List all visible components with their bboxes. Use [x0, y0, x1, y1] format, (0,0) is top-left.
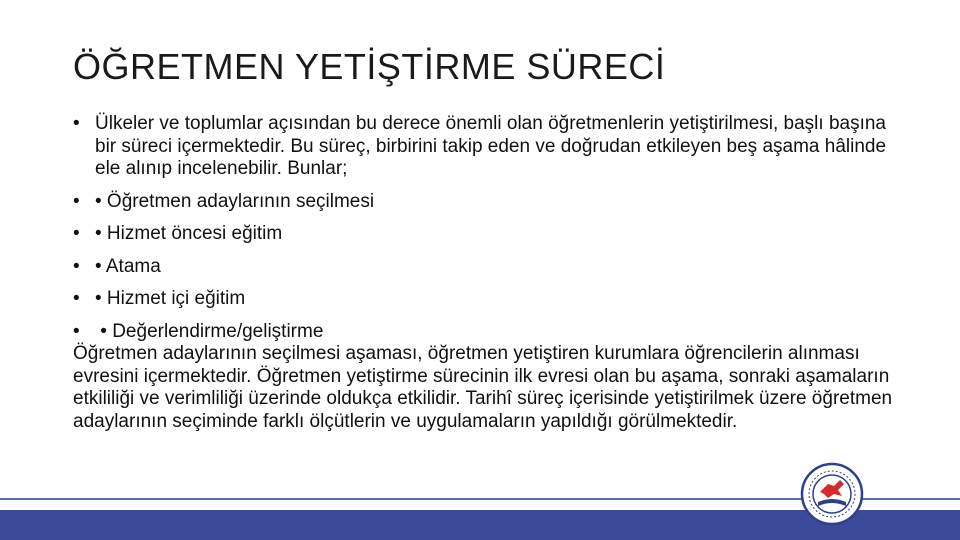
slide-title: ÖĞRETMEN YETİŞTİRME SÜRECİ [73, 46, 666, 87]
bullet-item [73, 223, 903, 246]
bullet-marker: • [73, 288, 80, 309]
bullet-text: • Hizmet öncesi eğitim [95, 223, 283, 244]
bullet-item [73, 288, 903, 311]
bullet-text: Ülkeler ve toplumlar açısından bu derece önemli olan öğretmenlerin yetiştirilmesi, başlı başına bir süreci içermektedir. Bu süreç, birbirini takip eden ve doğrudan etkileyen beş aşama hâlinde ele alınıp incelenebilir. Bunlar; [95, 113, 887, 179]
body-paragraph: Öğretmen adaylarının seçilmesi aşaması, öğretmen yetiştiren kurumlara öğrencilerin alınması evresini içermektedir. Öğretmen yetiştirme sürecinin ilk evresi olan bu aşama, sonraki aşamaların etkililiği ve verimliliği üzerinde oldukça etkilidir. Tarihî süreç içerisinde yetiştirilmek üzere öğretmen adaylarının seçiminde farklı ölçütlerin ve uygulamaların yapıldığı görülmektedir. [73, 343, 893, 432]
bullet-marker: • [73, 320, 80, 342]
bullet-item [73, 321, 903, 344]
bullet-marker: • [73, 255, 80, 277]
university-seal-logo-icon [800, 462, 864, 526]
bullet-marker: • [73, 223, 80, 244]
bullet-marker: • [73, 190, 80, 212]
bullet-item [73, 191, 903, 214]
slide-body [73, 113, 903, 433]
bullet-text: • Hizmet içi eğitim [95, 288, 246, 309]
bullet-item [73, 113, 903, 181]
bullet-text: • Atama [95, 255, 161, 277]
bullet-marker: • [73, 113, 80, 134]
bullet-text: • Değerlendirme/geliştirme [95, 320, 324, 342]
bullet-item [73, 256, 903, 279]
bullet-text: • Öğretmen adaylarının seçilmesi [95, 190, 375, 212]
